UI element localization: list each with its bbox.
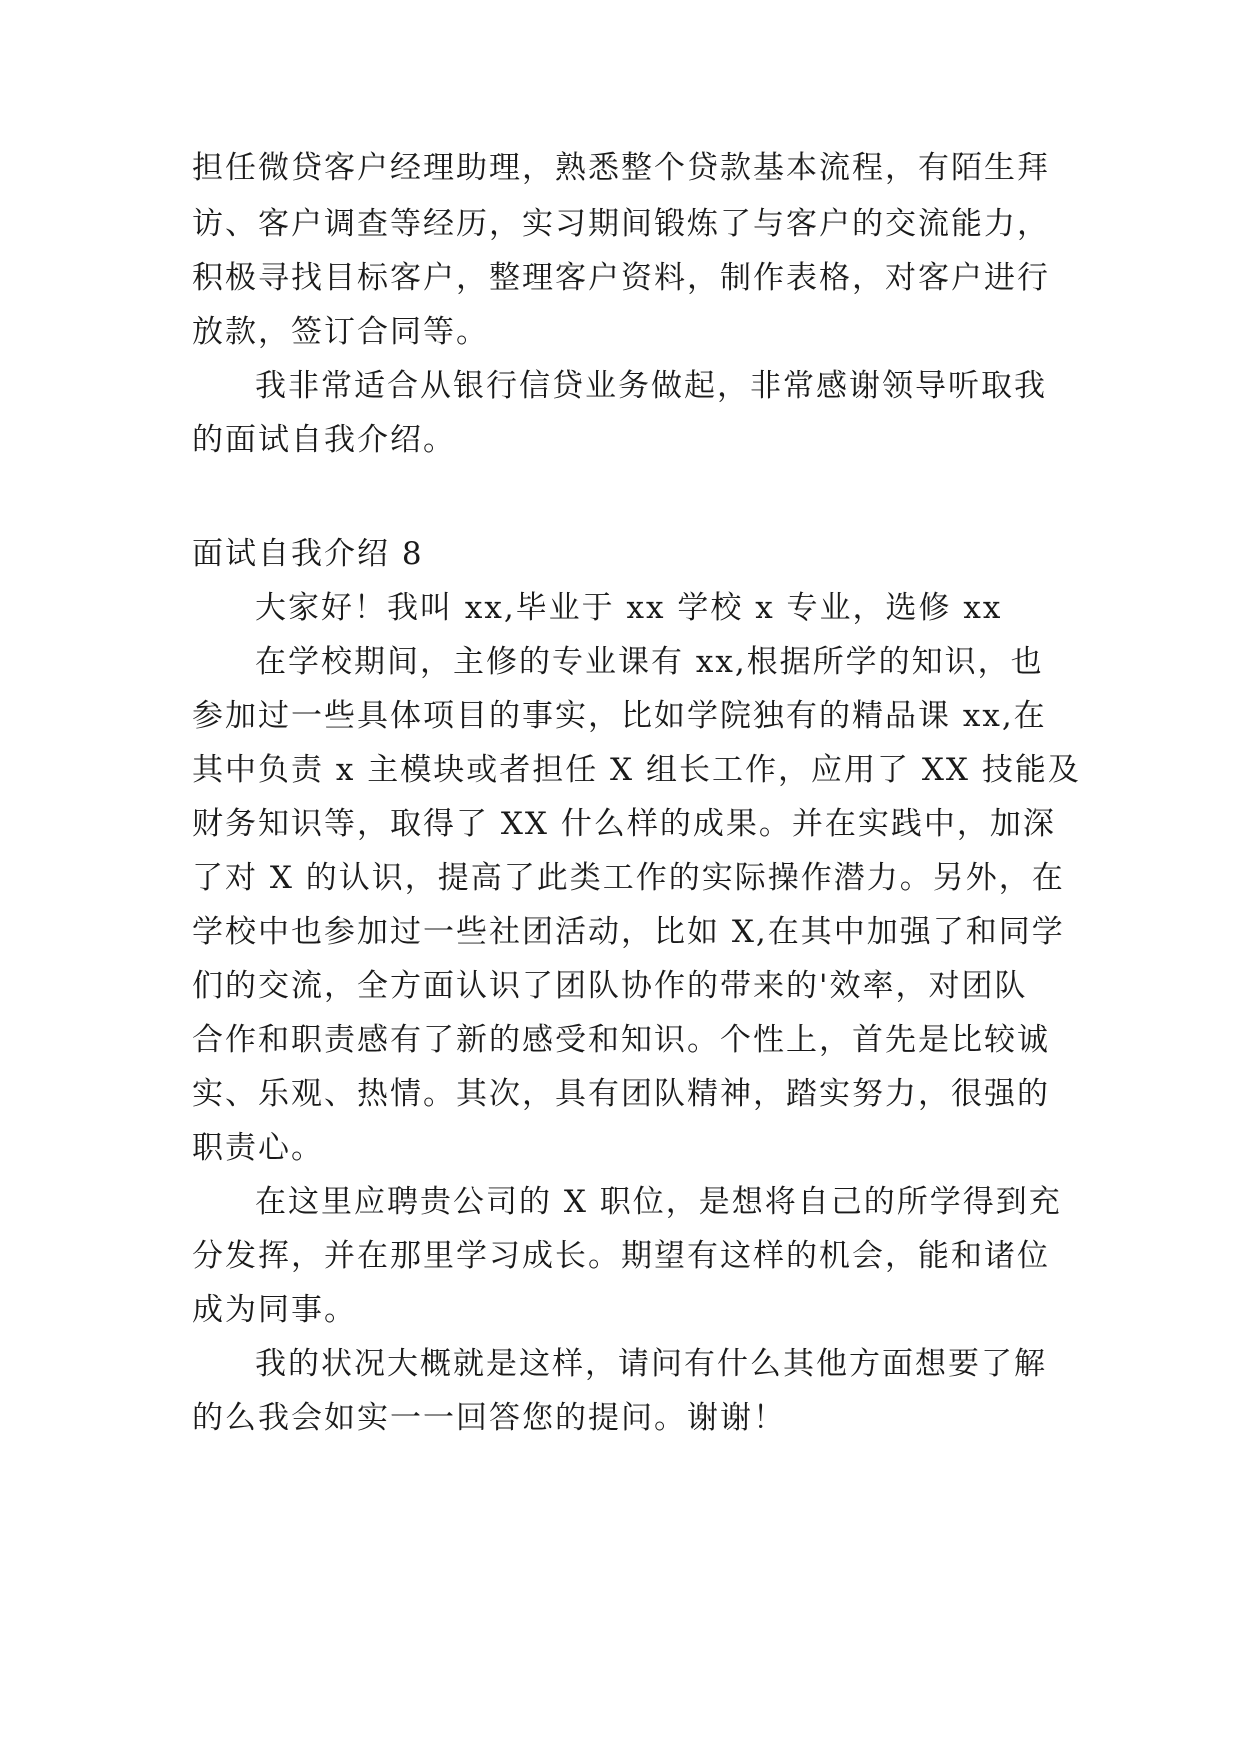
paragraph-line: 其中负责 x 主模块或者担任 X 组长工作，应用了 XX 技能及 (192, 752, 1081, 788)
paragraph-line: 担任微贷客户经理助理，熟悉整个贷款基本流程，有陌生拜 (192, 150, 1050, 186)
paragraph-line: 实、乐观、热情。其次，具有团队精神，踏实努力，很强的 (192, 1076, 1050, 1112)
paragraph-line: 在学校期间，主修的专业课有 xx,根据所学的知识，也 (255, 644, 1044, 680)
paragraph-line: 大家好！我叫 xx,毕业于 xx 学校 x 专业，选修 xx (255, 590, 1003, 626)
paragraph-line: 的么我会如实一一回答您的提问。谢谢！ (192, 1400, 786, 1436)
paragraph-line: 我的状况大概就是这样，请问有什么其他方面想要了解 (255, 1346, 1047, 1382)
paragraph-line: 合作和职责感有了新的感受和知识。个性上，首先是比较诚 (192, 1022, 1050, 1058)
paragraph-line: 学校中也参加过一些社团活动，比如 X,在其中加强了和同学 (192, 914, 1065, 950)
section-title: 面试自我介绍 8 (192, 536, 424, 572)
paragraph-line: 们的交流，全方面认识了团队协作的带来的'效率，对团队 (192, 968, 1028, 1004)
paragraph-line: 成为同事。 (192, 1292, 357, 1328)
paragraph-line: 放款，签订合同等。 (192, 314, 489, 350)
paragraph-line: 分发挥，并在那里学习成长。期望有这样的机会，能和诸位 (192, 1238, 1050, 1274)
paragraph-line: 了对 X 的认识，提高了此类工作的实际操作潜力。另外，在 (192, 860, 1065, 896)
paragraph-line: 的面试自我介绍。 (192, 422, 456, 458)
paragraph-line: 财务知识等，取得了 XX 什么样的成果。并在实践中，加深 (192, 806, 1056, 842)
paragraph-line: 访、客户调查等经历，实习期间锻炼了与客户的交流能力， (192, 206, 1050, 242)
paragraph-line: 积极寻找目标客户，整理客户资料，制作表格，对客户进行 (192, 260, 1050, 296)
paragraph-line: 在这里应聘贵公司的 X 职位，是想将自己的所学得到充 (255, 1184, 1062, 1220)
paragraph-line: 我非常适合从银行信贷业务做起，非常感谢领导听取我 (255, 368, 1047, 404)
paragraph-line: 参加过一些具体项目的事实，比如学院独有的精品课 xx,在 (192, 698, 1047, 734)
paragraph-line: 职责心。 (192, 1130, 324, 1166)
